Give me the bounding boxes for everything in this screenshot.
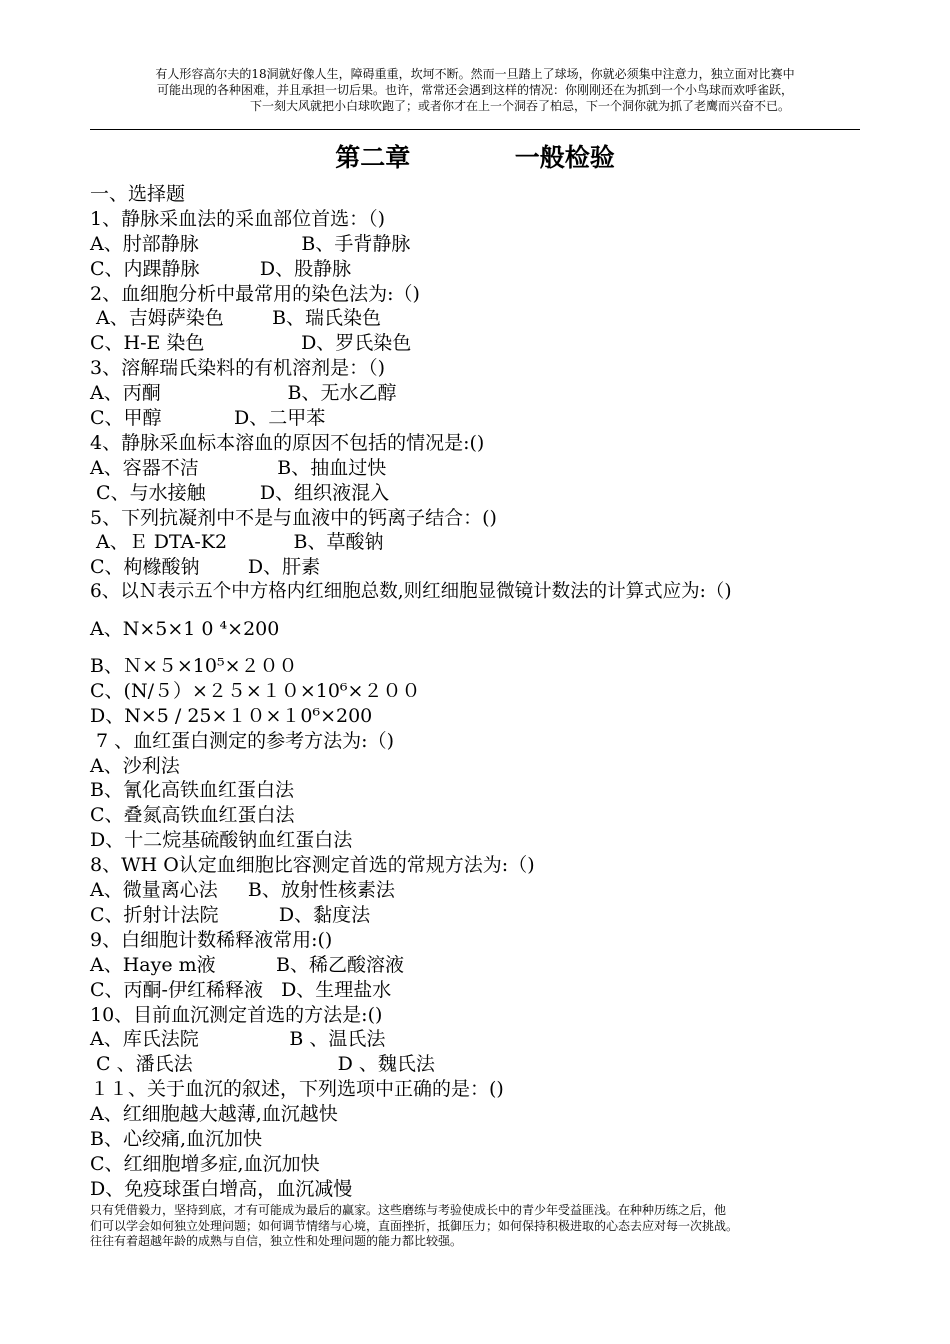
question-line: 5、下列抗凝剂中不是与血液中的钙离子结合：() xyxy=(90,506,497,529)
option-line: A、Haye m液 B、稀乙酸溶液 xyxy=(90,953,405,976)
option-line: C、H-E 染色 D、罗氏染色 xyxy=(90,332,412,355)
option-line: C 、潘氏法 D 、魏氏法 xyxy=(90,1053,435,1076)
question-line: １１、关于血沉的叙述，下列选项中正确的是：() xyxy=(90,1078,504,1101)
question-line: 2、血细胞分析中最常用的染色法为:（) xyxy=(90,282,420,305)
question-line: 7 、血红蛋白测定的参考方法为:（) xyxy=(90,729,394,752)
question-line: 1、静脉采血法的采血部位首选：（) xyxy=(90,207,386,230)
option-line: A、沙利法 xyxy=(90,754,180,777)
option-line: C、内踝静脉 D、股静脉 xyxy=(90,257,352,280)
option-line: C、丙酮-伊红稀释液 D、生理盐水 xyxy=(90,978,392,1001)
section-heading: 一、选择题 xyxy=(90,183,186,205)
page-header xyxy=(88,66,862,114)
question-body xyxy=(90,182,870,1202)
footer-line: 只有凭借毅力，坚持到底，才有可能成为最后的赢家。这些磨练与考验使成长中的青少年受益匪浅。在种种历练之后，他 xyxy=(90,1203,727,1217)
option-line: A、丙酮 B、无水乙醇 xyxy=(90,382,397,405)
option-line: A、N×5×1 0 ⁴×200 xyxy=(90,618,280,641)
header-divider xyxy=(90,129,860,130)
question-line: 6、以Ｎ表示五个中方格内红细胞总数,则红细胞显微镜计数法的计算式应为:（) xyxy=(90,581,732,603)
option-line: C、红细胞增多症,血沉加快 xyxy=(90,1152,320,1175)
option-line: B、心绞痛,血沉加快 xyxy=(90,1127,263,1150)
header-line: 可能出现的各种困难，并且承担一切后果。也许，常常还会遇到这样的情况：你刚刚还在为抓到一个小鸟球而欢呼雀跃， xyxy=(156,83,793,97)
option-line: C、(N/５）×２５×１０×10⁶×２００ xyxy=(90,679,421,702)
option-line: C、甲醇 D、二甲苯 xyxy=(90,407,326,430)
option-line: C、与水接触 D、组织液混入 xyxy=(90,481,390,504)
option-line: C、叠氮高铁血红蛋白法 xyxy=(90,804,295,827)
option-line: A、微量离心法 B、放射性核素法 xyxy=(90,879,395,902)
option-line: D、免疫球蛋白增高，血沉减慢 xyxy=(90,1177,353,1200)
option-line: A、吉姆萨染色 B、瑞氏染色 xyxy=(90,307,382,330)
option-line: C、枸橼酸钠 D、肝素 xyxy=(90,556,321,579)
option-line: A、Ｅ DTA-K2 B、草酸钠 xyxy=(90,531,384,554)
footer-line: 们可以学会如何独立处理问题；如何调节情绪与心境，直面挫折，抵御压力；如何保持积极进取的心态去应对每一次挑战。 xyxy=(90,1218,739,1233)
spacer xyxy=(90,605,870,617)
header-line: 有人形容高尔夫的18洞就好像人生，障碍重重，坎坷不断。然而一旦踏上了球场，你就必须集中注意力，独立面对比赛中 xyxy=(155,67,795,81)
option-line: D、N×5 / 25×１０×１0⁶×200 xyxy=(90,704,373,727)
option-line: A、库氏法院 B 、温氏法 xyxy=(90,1028,386,1051)
option-line: A、容器不洁 B、抽血过快 xyxy=(90,456,387,479)
option-line: B、Ｎ×５×10⁵×２００ xyxy=(90,655,298,678)
chapter-title: 第二章 一般检验 xyxy=(335,143,615,172)
spacer xyxy=(90,642,870,654)
option-line: C、折射计法院 D、黏度法 xyxy=(90,903,371,926)
option-line: D、十二烷基硫酸钠血红蛋白法 xyxy=(90,829,353,852)
option-line: B、氰化高铁血红蛋白法 xyxy=(90,779,294,802)
header-line: 下一刻大风就把小白球吹跑了；或者你才在上一个洞吞了柏忌，下一个洞你就为抓了老鹰而兴奋不已。 xyxy=(249,99,790,113)
page-footer xyxy=(90,1203,870,1250)
option-line: A、红细胞越大越薄,血沉越快 xyxy=(90,1103,338,1126)
question-line: 3、溶解瑞氏染料的有机溶剂是：（) xyxy=(90,357,386,380)
question-line: 10、目前血沉测定首选的方法是:() xyxy=(90,1003,383,1026)
question-line: 8、WH O认定血细胞比容测定首选的常规方法为:（) xyxy=(90,854,535,877)
footer-line: 往往有着超越年龄的成熟与自信，独立性和处理问题的能力都比较强。 xyxy=(90,1234,463,1248)
question-line: 4、静脉采血标本溶血的原因不包括的情况是:() xyxy=(90,431,485,454)
option-line: A、肘部静脉 B、手背静脉 xyxy=(90,232,411,255)
question-line: 9、白细胞计数稀释液常用:() xyxy=(90,928,333,951)
